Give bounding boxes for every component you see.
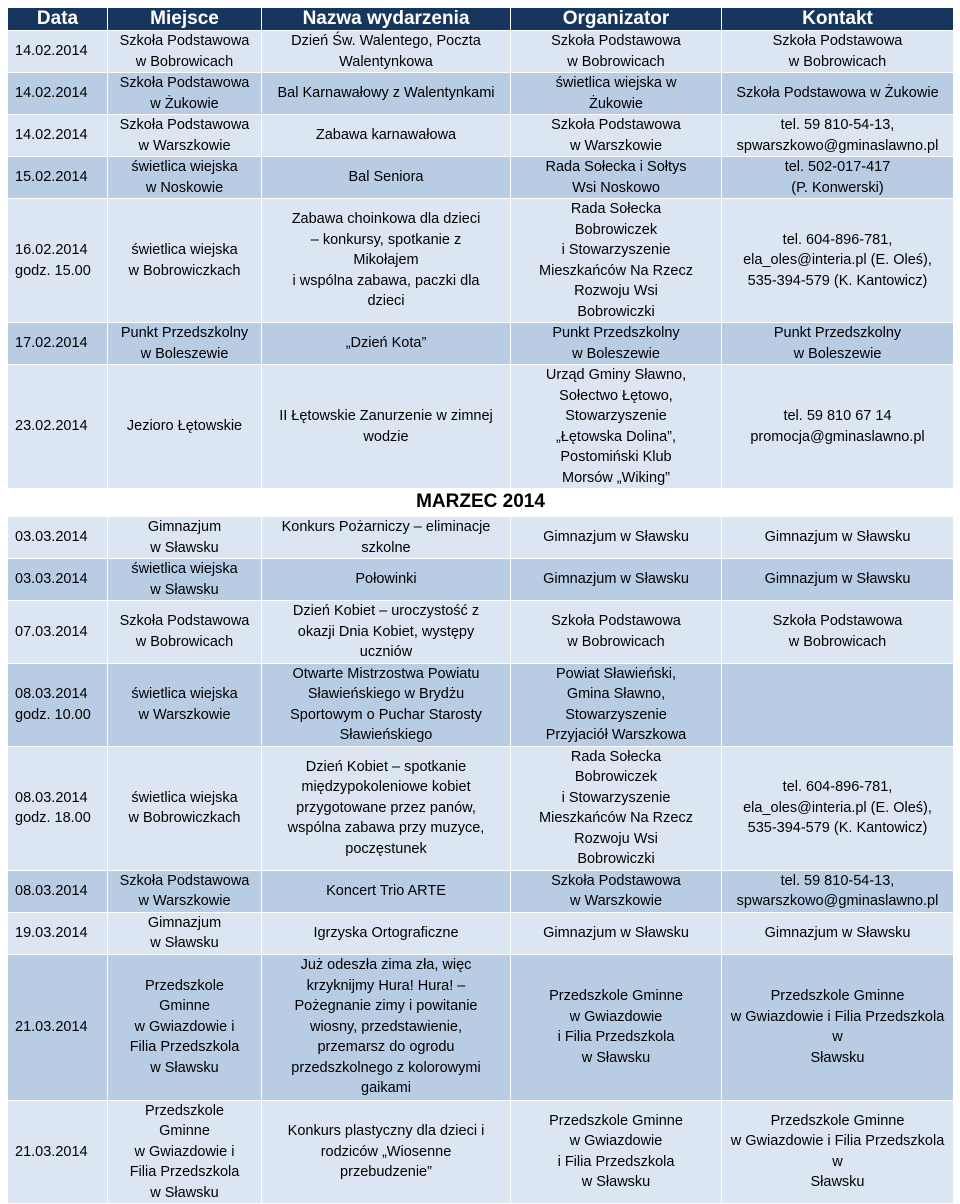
event-name-cell: „Dzień Kota”: [262, 323, 511, 365]
contact-cell: tel. 502-017-417 (P. Konwerski): [722, 157, 954, 199]
date-cell: 08.03.2014 godz. 10.00: [8, 663, 108, 746]
table-row: [8, 323, 954, 365]
table-row: [8, 199, 954, 323]
organizer-cell: Gimnazjum w Sławsku: [511, 517, 722, 559]
event-name-cell: Koncert Trio ARTE: [262, 870, 511, 912]
organizer-cell: Szkoła Podstawowa w Warszkowie: [511, 115, 722, 157]
place-cell: świetlica wiejska w Bobrowiczkach: [108, 199, 262, 323]
date-cell: 14.02.2014: [8, 31, 108, 73]
date-cell: 19.03.2014: [8, 912, 108, 954]
organizer-cell: Szkoła Podstawowa w Bobrowicach: [511, 31, 722, 73]
date-cell: 14.02.2014: [8, 115, 108, 157]
table-row: [8, 746, 954, 870]
contact-cell: [722, 663, 954, 746]
date-cell: 16.02.2014 godz. 15.00: [8, 199, 108, 323]
table-row: [8, 1100, 954, 1204]
place-cell: Szkoła Podstawowa w Bobrowicach: [108, 601, 262, 664]
table-row: [8, 559, 954, 601]
place-cell: Gimnazjum w Sławsku: [108, 912, 262, 954]
place-cell: Szkoła Podstawowa w Bobrowicach: [108, 31, 262, 73]
organizer-cell: Gimnazjum w Sławsku: [511, 912, 722, 954]
header-date: Data: [8, 8, 108, 31]
event-name-cell: Konkurs Pożarniczy – eliminacje szkolne: [262, 517, 511, 559]
table-row: [8, 365, 954, 489]
month-row: [8, 489, 954, 517]
place-cell: Jezioro Łętowskie: [108, 365, 262, 489]
contact-cell: tel. 59 810-54-13, spwarszkowo@gminaslawno.pl: [722, 115, 954, 157]
date-cell: 03.03.2014: [8, 559, 108, 601]
header-organizer: Organizator: [511, 8, 722, 31]
contact-cell: Gimnazjum w Sławsku: [722, 559, 954, 601]
event-name-cell: Bal Seniora: [262, 157, 511, 199]
event-name-cell: Otwarte Mistrzostwa Powiatu Sławieńskiego w Brydżu Sportowym o Puchar Starosty Sławieńskiego: [262, 663, 511, 746]
organizer-cell: Urząd Gminy Sławno, Sołectwo Łętowo, Stowarzyszenie „Łętowska Dolina”, Postomiński Klub Morsów „Wiking”: [511, 365, 722, 489]
header-row: [8, 8, 954, 31]
organizer-cell: Przedszkole Gminne w Gwiazdowie i Filia Przedszkola w Sławsku: [511, 954, 722, 1100]
event-name-cell: Połowinki: [262, 559, 511, 601]
contact-cell: Szkoła Podstawowa w Żukowie: [722, 73, 954, 115]
organizer-cell: Gimnazjum w Sławsku: [511, 559, 722, 601]
event-name-cell: Dzień Kobiet – uroczystość z okazji Dnia Kobiet, występy uczniów: [262, 601, 511, 664]
place-cell: Szkoła Podstawowa w Warszkowie: [108, 870, 262, 912]
contact-cell: tel. 59 810 67 14 promocja@gminaslawno.pl: [722, 365, 954, 489]
event-name-cell: Dzień Św. Walentego, Poczta Walentynkowa: [262, 31, 511, 73]
organizer-cell: Szkoła Podstawowa w Bobrowicach: [511, 601, 722, 664]
place-cell: świetlica wiejska w Sławsku: [108, 559, 262, 601]
place-cell: świetlica wiejska w Noskowie: [108, 157, 262, 199]
organizer-cell: Rada Sołecka i Sołtys Wsi Noskowo: [511, 157, 722, 199]
place-cell: Gimnazjum w Sławsku: [108, 517, 262, 559]
organizer-cell: Szkoła Podstawowa w Warszkowie: [511, 870, 722, 912]
date-cell: 07.03.2014: [8, 601, 108, 664]
event-name-cell: II Łętowskie Zanurzenie w zimnej wodzie: [262, 365, 511, 489]
date-cell: 23.02.2014: [8, 365, 108, 489]
place-cell: Punkt Przedszkolny w Boleszewie: [108, 323, 262, 365]
contact-cell: Przedszkole Gminne w Gwiazdowie i Filia Przedszkola w Sławsku: [722, 954, 954, 1100]
table-header: [8, 8, 954, 31]
contact-cell: Gimnazjum w Sławsku: [722, 912, 954, 954]
contact-cell: Przedszkole Gminne w Gwiazdowie i Filia Przedszkola w Sławsku: [722, 1100, 954, 1204]
date-cell: 14.02.2014: [8, 73, 108, 115]
table-body: [8, 31, 954, 1204]
place-cell: Przedszkole Gminne w Gwiazdowie i Filia Przedszkola w Sławsku: [108, 1100, 262, 1204]
contact-cell: tel. 604-896-781, ela_oles@interia.pl (E. Oleś), 535-394-579 (K. Kantowicz): [722, 199, 954, 323]
place-cell: Szkoła Podstawowa w Żukowie: [108, 73, 262, 115]
table-row: [8, 912, 954, 954]
table-row: [8, 663, 954, 746]
organizer-cell: Przedszkole Gminne w Gwiazdowie i Filia Przedszkola w Sławsku: [511, 1100, 722, 1204]
table-row: [8, 870, 954, 912]
event-name-cell: Konkurs plastyczny dla dzieci i rodziców „Wiosenne przebudzenie”: [262, 1100, 511, 1204]
date-cell: 21.03.2014: [8, 1100, 108, 1204]
contact-cell: tel. 59 810-54-13, spwarszkowo@gminaslawno.pl: [722, 870, 954, 912]
organizer-cell: świetlica wiejska w Żukowie: [511, 73, 722, 115]
events-table: [7, 7, 954, 1204]
table-row: [8, 31, 954, 73]
place-cell: Przedszkole Gminne w Gwiazdowie i Filia Przedszkola w Sławsku: [108, 954, 262, 1100]
event-name-cell: Bal Karnawałowy z Walentynkami: [262, 73, 511, 115]
header-place: Miejsce: [108, 8, 262, 31]
event-name-cell: Już odeszła zima zła, więc krzyknijmy Hura! Hura! – Pożegnanie zimy i powitanie wiosny, przedstawienie, przemarsz do ogrodu przedszkolnego z kolorowymi gaikami: [262, 954, 511, 1100]
contact-cell: Szkoła Podstawowa w Bobrowicach: [722, 601, 954, 664]
contact-cell: tel. 604-896-781, ela_oles@interia.pl (E. Oleś), 535-394-579 (K. Kantowicz): [722, 746, 954, 870]
date-cell: 08.03.2014: [8, 870, 108, 912]
date-cell: 17.02.2014: [8, 323, 108, 365]
place-cell: Szkoła Podstawowa w Warszkowie: [108, 115, 262, 157]
contact-cell: Punkt Przedszkolny w Boleszewie: [722, 323, 954, 365]
organizer-cell: Rada Sołecka Bobrowiczek i Stowarzyszenie Mieszkańców Na Rzecz Rozwoju Wsi Bobrowiczki: [511, 746, 722, 870]
date-cell: 08.03.2014 godz. 18.00: [8, 746, 108, 870]
contact-cell: Gimnazjum w Sławsku: [722, 517, 954, 559]
month-heading: MARZEC 2014: [8, 489, 954, 517]
date-cell: 15.02.2014: [8, 157, 108, 199]
event-name-cell: Zabawa karnawałowa: [262, 115, 511, 157]
event-name-cell: Zabawa choinkowa dla dzieci – konkursy, spotkanie z Mikołajem i wspólna zabawa, paczki dla dzieci: [262, 199, 511, 323]
table-row: [8, 157, 954, 199]
date-cell: 03.03.2014: [8, 517, 108, 559]
table-row: [8, 954, 954, 1100]
place-cell: świetlica wiejska w Warszkowie: [108, 663, 262, 746]
organizer-cell: Punkt Przedszkolny w Boleszewie: [511, 323, 722, 365]
organizer-cell: Rada Sołecka Bobrowiczek i Stowarzyszenie Mieszkańców Na Rzecz Rozwoju Wsi Bobrowiczki: [511, 199, 722, 323]
contact-cell: Szkoła Podstawowa w Bobrowicach: [722, 31, 954, 73]
event-name-cell: Dzień Kobiet – spotkanie międzypokoleniowe kobiet przygotowane przez panów, wspólna zabawa przy muzyce, poczęstunek: [262, 746, 511, 870]
table-row: [8, 73, 954, 115]
table-row: [8, 115, 954, 157]
organizer-cell: Powiat Sławieński, Gmina Sławno, Stowarzyszenie Przyjaciół Warszkowa: [511, 663, 722, 746]
date-cell: 21.03.2014: [8, 954, 108, 1100]
place-cell: świetlica wiejska w Bobrowiczkach: [108, 746, 262, 870]
event-name-cell: Igrzyska Ortograficzne: [262, 912, 511, 954]
table-row: [8, 601, 954, 664]
header-event-name: Nazwa wydarzenia: [262, 8, 511, 31]
table-row: [8, 517, 954, 559]
header-contact: Kontakt: [722, 8, 954, 31]
